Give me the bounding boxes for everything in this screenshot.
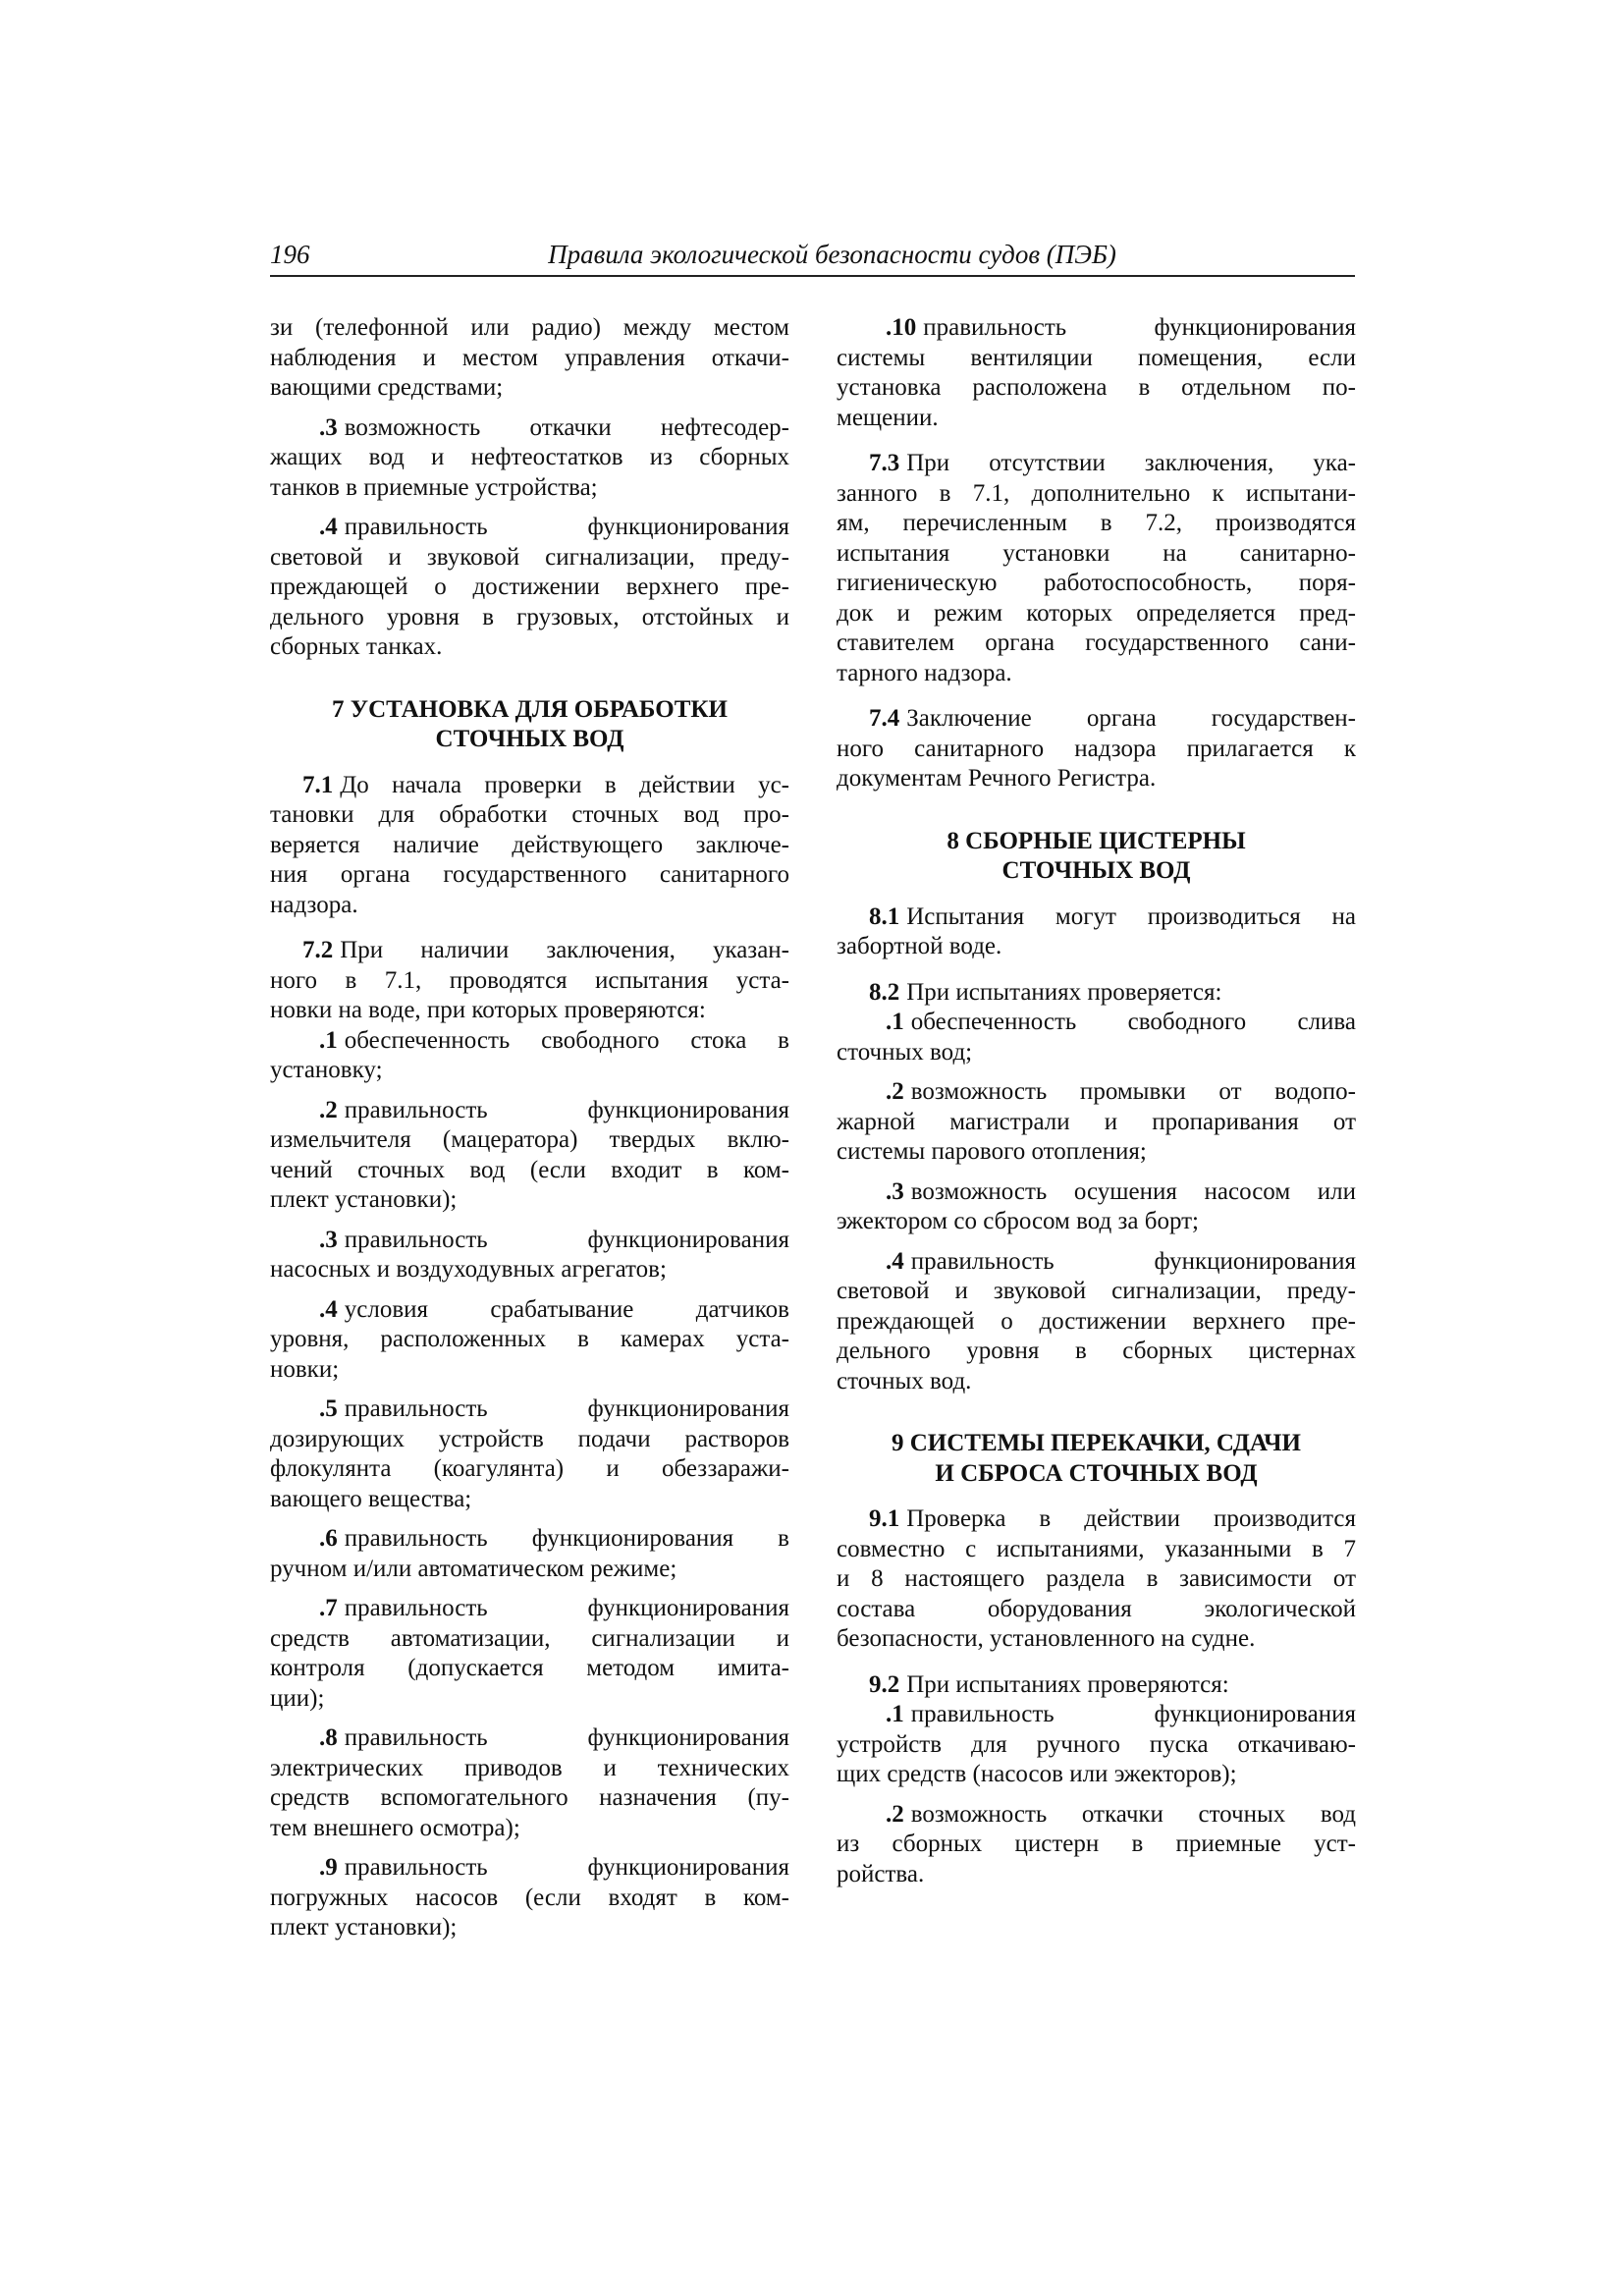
text-line — [270, 1884, 789, 1914]
line-text: установку; — [270, 1057, 383, 1083]
clause-number: .3 — [886, 1177, 904, 1205]
text-line — [270, 1325, 789, 1355]
line-text: забортной воде. — [837, 933, 1002, 959]
text-line — [270, 1684, 789, 1715]
line-text: танков в приемные устройства; — [270, 473, 598, 501]
line-text: надзора. — [270, 891, 358, 918]
line-text: тановки для обработки сточных вод про- — [270, 801, 789, 828]
line-text: устройств для ручного пуска откачиваю- — [837, 1730, 1356, 1758]
text-line — [270, 1624, 789, 1655]
paragraph — [837, 1008, 1356, 1067]
text-line — [837, 1108, 1356, 1138]
text-line — [837, 1860, 1356, 1890]
text-line — [837, 1624, 1356, 1655]
line-text: ям, перечисленным в 7.2, производятся — [837, 510, 1356, 536]
text-line — [270, 1056, 789, 1086]
text-line — [270, 413, 789, 444]
text-line — [270, 1454, 789, 1485]
text-line — [837, 1595, 1356, 1625]
clause-number: .4 — [886, 1247, 904, 1275]
text-line — [837, 449, 1356, 479]
text-line — [837, 1247, 1356, 1278]
clause-number: 8.1 — [869, 902, 900, 930]
paragraph — [837, 1504, 1356, 1655]
line-text: При испытаниях проверяется: — [906, 978, 1222, 1006]
line-text: Заключение органа государствен- — [906, 705, 1356, 732]
page-number: 196 — [270, 240, 310, 269]
section-heading — [270, 695, 789, 755]
text-line — [837, 1008, 1356, 1038]
line-text: возможность осушения насосом или — [910, 1177, 1356, 1205]
line-text: дельного уровня в сборных цистернах — [837, 1338, 1356, 1364]
clause-number: .6 — [319, 1525, 338, 1552]
text-line — [270, 543, 789, 574]
paragraph — [837, 978, 1356, 1009]
line-text: документам Речного Регистра. — [837, 765, 1157, 792]
text-line — [270, 313, 789, 344]
line-text: правильность функционирования — [344, 514, 789, 540]
line-text: световой и звуковой сигнализации, преду- — [270, 543, 789, 571]
text-line — [837, 1564, 1356, 1595]
line-text: правильность функционирования — [344, 1724, 789, 1751]
text-line — [837, 704, 1356, 735]
line-text: 7 УСТАНОВКА ДЛЯ ОБРАБОТКИ — [332, 695, 728, 723]
text-line — [270, 1814, 789, 1844]
line-text: 8 СБОРНЫЕ ЦИСТЕРНЫ — [947, 827, 1246, 854]
clause-number: .10 — [886, 314, 917, 341]
paragraph — [837, 704, 1356, 794]
line-text: При отсутствии заключения, ука- — [906, 450, 1356, 476]
paragraph — [270, 936, 789, 1026]
paragraph — [837, 1177, 1356, 1237]
line-text: ного санитарного надзора прилагается к — [837, 735, 1356, 762]
running-title: Правила экологической безопасности судов (ПЭБ) — [548, 240, 1116, 269]
text-line — [270, 1754, 789, 1784]
text-line — [270, 1913, 789, 1943]
text-line — [837, 1307, 1356, 1338]
text-line — [837, 509, 1356, 539]
text-line — [837, 1207, 1356, 1237]
clause-number: .4 — [319, 1295, 338, 1323]
paragraph — [270, 413, 789, 504]
left-column — [270, 313, 789, 1943]
line-text: сточных вод. — [837, 1367, 972, 1394]
text-line — [270, 1255, 789, 1285]
text-line — [837, 1177, 1356, 1208]
text-line — [837, 1760, 1356, 1790]
text-line — [270, 473, 789, 504]
text-line — [270, 603, 789, 633]
paragraph — [270, 1295, 789, 1386]
line-text: преждающей о достижении верхнего пре- — [837, 1307, 1356, 1335]
line-text: обеспеченность свободного стока в — [344, 1026, 789, 1054]
line-text: сборных танках. — [270, 633, 443, 660]
line-text: обеспеченность свободного слива — [910, 1009, 1356, 1035]
text-line — [837, 978, 1356, 1009]
line-text: дозирующих устройств подачи растворов — [270, 1425, 789, 1452]
paragraph — [270, 1026, 789, 1086]
text-line — [270, 373, 789, 404]
text-line — [837, 932, 1356, 962]
line-text: веряется наличие действующего заключе- — [270, 831, 789, 858]
line-text: наблюдения и местом управления откачи- — [270, 344, 789, 371]
line-text: преждающей о достижении верхнего пре- — [270, 574, 789, 600]
text-line — [270, 695, 789, 726]
clause-number: .1 — [886, 1009, 904, 1035]
paragraph — [837, 1247, 1356, 1397]
text-line — [270, 1783, 789, 1814]
text-line — [837, 404, 1356, 434]
line-text: тарного надзора. — [837, 659, 1012, 686]
paragraph — [837, 1700, 1356, 1790]
text-line — [837, 1670, 1356, 1701]
text-line — [270, 966, 789, 997]
text-line — [837, 1459, 1356, 1490]
text-line — [270, 1485, 789, 1515]
text-line — [837, 344, 1356, 374]
text-line — [837, 569, 1356, 599]
text-line — [837, 313, 1356, 344]
line-text: правильность функционирования — [910, 1247, 1356, 1275]
text-line — [270, 1723, 789, 1754]
paragraph — [837, 1800, 1356, 1890]
line-text: возможность промывки от водопо- — [910, 1078, 1356, 1105]
text-line — [837, 1367, 1356, 1397]
text-line — [837, 827, 1356, 857]
text-line — [270, 1654, 789, 1684]
line-text: погружных насосов (если входят в ком- — [270, 1884, 789, 1911]
line-text: насосных и воздуходувных агрегатов; — [270, 1256, 667, 1283]
text-line — [270, 1156, 789, 1186]
text-line — [270, 513, 789, 543]
text-line — [837, 1700, 1356, 1730]
text-line — [837, 1504, 1356, 1535]
text-line — [270, 1853, 789, 1884]
clause-number: 9.1 — [869, 1505, 900, 1532]
line-text: состава оборудования экологической — [837, 1595, 1356, 1622]
line-text: СТОЧНЫХ ВОД — [435, 726, 624, 752]
clause-number: .9 — [319, 1854, 338, 1881]
section-heading — [837, 827, 1356, 887]
text-line — [270, 344, 789, 374]
line-text: вающего вещества; — [270, 1485, 472, 1512]
text-line — [837, 764, 1356, 794]
paragraph — [270, 1394, 789, 1514]
line-text: испытания установки на санитарно- — [837, 539, 1356, 567]
text-line — [270, 1524, 789, 1555]
paragraph — [270, 1853, 789, 1943]
line-text: средств автоматизации, сигнализации и — [270, 1624, 789, 1652]
line-text: ставителем органа государственного сани- — [837, 629, 1356, 656]
line-text: электрических приводов и технических — [270, 1754, 789, 1781]
clause-number: 7.4 — [869, 705, 900, 732]
clause-number: .3 — [319, 1226, 338, 1253]
paragraph — [837, 1670, 1356, 1701]
text-line — [837, 1137, 1356, 1168]
line-text: правильность функционирования — [910, 1701, 1356, 1727]
clause-number: .8 — [319, 1724, 338, 1751]
paragraph — [270, 513, 789, 663]
text-line — [270, 860, 789, 891]
text-line — [837, 856, 1356, 887]
line-text: При наличии заключения, указан- — [340, 937, 789, 963]
text-line — [270, 1125, 789, 1156]
clause-number: 8.2 — [869, 978, 900, 1006]
text-line — [837, 659, 1356, 689]
text-line — [837, 735, 1356, 765]
text-line — [837, 1277, 1356, 1307]
line-text: чений сточных вод (если входит в ком- — [270, 1156, 789, 1183]
line-text: При испытаниях проверяются: — [906, 1670, 1229, 1698]
clause-number: .7 — [319, 1595, 338, 1621]
line-text: возможность откачки нефтесодер- — [344, 413, 789, 441]
line-text: тем внешнего осмотра); — [270, 1814, 520, 1841]
line-text: жарной магистрали и пропаривания от — [837, 1108, 1356, 1135]
text-line — [837, 539, 1356, 570]
clause-number: 7.3 — [869, 450, 900, 476]
text-line — [270, 1594, 789, 1624]
clause-number: .1 — [886, 1701, 904, 1727]
line-text: правильность функционирования — [344, 1096, 789, 1123]
section-heading — [837, 1429, 1356, 1489]
clause-number: .2 — [886, 1078, 904, 1105]
paragraph — [837, 313, 1356, 433]
line-text: И СБРОСА СТОЧНЫХ ВОД — [935, 1459, 1258, 1487]
line-text: системы парового отопления; — [837, 1138, 1147, 1165]
clause-number: .2 — [319, 1096, 338, 1123]
line-text: док и режим которых определяется пред- — [837, 599, 1356, 627]
paragraph — [270, 1723, 789, 1843]
paragraph — [270, 1096, 789, 1216]
text-line — [837, 902, 1356, 933]
text-line — [270, 1425, 789, 1455]
text-line — [270, 1026, 789, 1057]
line-text: правильность функционирования — [344, 1595, 789, 1621]
line-text: занного в 7.1, дополнительно к испытани- — [837, 479, 1356, 507]
line-text: эжектором со сбросом вод за борт; — [837, 1208, 1199, 1234]
text-line — [270, 936, 789, 966]
line-text: правильность функционирования — [344, 1854, 789, 1881]
text-line — [270, 573, 789, 603]
text-line — [837, 373, 1356, 404]
paragraph — [270, 1594, 789, 1714]
paragraph — [270, 771, 789, 921]
text-line — [837, 1830, 1356, 1860]
line-text: плект установки); — [270, 1186, 458, 1213]
line-text: СТОЧНЫХ ВОД — [1001, 857, 1191, 884]
text-line — [270, 800, 789, 831]
text-line — [837, 1038, 1356, 1068]
line-text: установка расположена в отдельном по- — [837, 374, 1356, 401]
right-column — [837, 313, 1356, 1889]
line-text: ройства. — [837, 1860, 925, 1887]
line-text: системы вентиляции помещения, если — [837, 344, 1356, 371]
paragraph — [837, 1077, 1356, 1168]
line-text: световой и звуковой сигнализации, преду- — [837, 1278, 1356, 1304]
text-line — [837, 629, 1356, 659]
text-line — [270, 891, 789, 921]
line-text: уровня, расположенных в камерах уста- — [270, 1326, 789, 1352]
text-line — [270, 725, 789, 755]
line-text: измельчителя (мацератора) твердых вклю- — [270, 1126, 789, 1153]
line-text: ручном и/или автоматическом режиме; — [270, 1555, 677, 1582]
line-text: сточных вод; — [837, 1038, 973, 1066]
line-text: гигиеническую работоспособность, поря- — [837, 570, 1356, 596]
line-text: контроля (допускается методом имита- — [270, 1655, 789, 1681]
line-text: ния органа государственного санитарного — [270, 861, 789, 888]
line-text: правильность функционирования — [344, 1395, 789, 1422]
line-text: плект установки); — [270, 1914, 458, 1941]
line-text: жащих вод и нефтеостатков из сборных — [270, 444, 789, 470]
text-line — [270, 831, 789, 861]
text-line — [270, 1185, 789, 1216]
line-text: мещении. — [837, 404, 939, 431]
text-line — [270, 1096, 789, 1126]
line-text: дельного уровня в грузовых, отстойных и — [270, 603, 789, 630]
line-text: условия срабатывание датчиков — [344, 1295, 789, 1323]
text-line — [837, 479, 1356, 510]
paragraph — [270, 1524, 789, 1584]
text-line — [270, 443, 789, 473]
line-text: Проверка в действии производится — [906, 1505, 1356, 1532]
text-line — [837, 599, 1356, 629]
paragraph — [837, 902, 1356, 962]
text-line — [270, 771, 789, 801]
text-line — [837, 1337, 1356, 1367]
text-line — [270, 1555, 789, 1585]
text-line — [837, 1535, 1356, 1565]
text-line — [837, 1429, 1356, 1459]
line-text: Испытания могут производиться на — [906, 902, 1356, 930]
text-line — [270, 1295, 789, 1326]
line-text: зи (телефонной или радио) между местом — [270, 314, 789, 341]
line-text: ного в 7.1, проводятся испытания уста- — [270, 966, 789, 994]
running-header — [270, 240, 1355, 277]
text-line — [270, 1394, 789, 1425]
line-text: возможность откачки сточных вод — [910, 1800, 1356, 1828]
line-text: из сборных цистерн в приемные уст- — [837, 1831, 1356, 1857]
line-text: и 8 настоящего раздела в зависимости от — [837, 1565, 1356, 1592]
line-text: вающими средствами; — [270, 374, 504, 401]
line-text: безопасности, установленного на судне. — [837, 1625, 1256, 1652]
line-text: 9 СИСТЕМЫ ПЕРЕКАЧКИ, СДАЧИ — [892, 1430, 1301, 1456]
clause-number: 9.2 — [869, 1670, 900, 1698]
text-line — [270, 1355, 789, 1386]
line-text: средств вспомогательного назначения (пу- — [270, 1784, 789, 1811]
text-line — [270, 996, 789, 1026]
text-line — [837, 1077, 1356, 1108]
paragraph — [270, 1226, 789, 1285]
clause-number: 7.2 — [302, 937, 334, 963]
line-text: ции); — [270, 1684, 325, 1712]
line-text: правильность функционирования — [923, 314, 1356, 341]
text-line — [270, 632, 789, 663]
clause-number: .1 — [319, 1026, 338, 1054]
clause-number: 7.1 — [302, 771, 334, 798]
line-text: щих средств (насосов или эжекторов); — [837, 1761, 1237, 1787]
line-text: правильность функционирования в — [344, 1525, 789, 1552]
clause-number: .4 — [319, 514, 338, 540]
clause-number: .3 — [319, 413, 338, 441]
line-text: До начала проверки в действии ус- — [340, 771, 789, 798]
text-line — [837, 1730, 1356, 1761]
text-line — [270, 1226, 789, 1256]
line-text: правильность функционирования — [344, 1226, 789, 1253]
clause-number: .2 — [886, 1800, 904, 1828]
line-text: флокулянта (коагулянта) и обеззаражи- — [270, 1455, 789, 1482]
line-text: совместно с испытаниями, указанными в 7 — [837, 1535, 1356, 1562]
clause-number: .5 — [319, 1395, 338, 1422]
line-text: новки на воде, при которых проверяются: — [270, 997, 706, 1023]
paragraph — [270, 313, 789, 404]
text-line — [837, 1800, 1356, 1831]
paragraph — [837, 449, 1356, 688]
line-text: новки; — [270, 1355, 340, 1383]
